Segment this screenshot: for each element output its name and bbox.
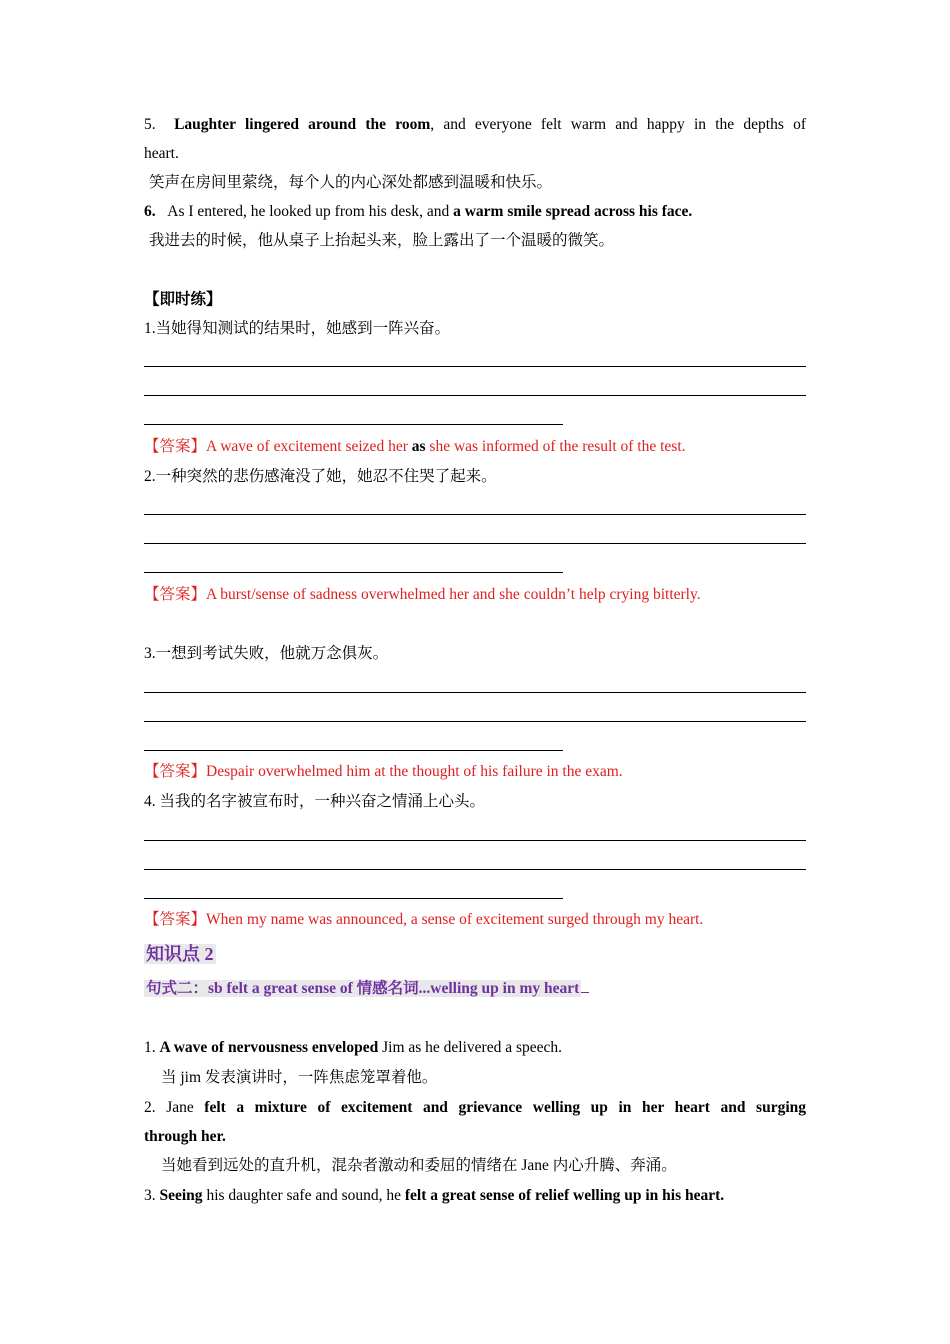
practice-answer-3	[144, 762, 806, 782]
knowledge-point-subtitle-row	[144, 979, 806, 999]
example-number: 5.	[144, 116, 156, 133]
bottom-example-3	[144, 1186, 806, 1206]
bottom-example-1-bold: A wave of nervousness enveloped	[159, 1039, 379, 1056]
practice-answer-2	[144, 585, 806, 605]
answer-blank-line	[144, 514, 806, 515]
example-6-translation: 我进去的时候，他从桌子上抬起头来，脸上露出了一个温暖的微笑。	[149, 232, 615, 249]
example-5-translation: 笑声在房间里萦绕，每个人的内心深处都感到温暖和快乐。	[149, 174, 553, 191]
example-5-line2: heart.	[144, 145, 179, 162]
answer-blank-line	[144, 750, 563, 751]
example-5-bold: Laughter lingered around the room	[174, 116, 431, 133]
answer-blank-line	[144, 692, 806, 693]
practice-prompt-3: 3.一想到考试失败，他就万念俱灰。	[144, 645, 389, 662]
answer-blank-line	[144, 424, 563, 425]
bottom-example-1-rest: Jim as he delivered a speech.	[378, 1039, 563, 1056]
example-5-rest: , and everyone felt warm and happy in the depths of	[430, 116, 806, 133]
answer-blank-line	[144, 366, 806, 367]
answer-text: Despair overwhelmed him at the thought of his failure in the exam.	[206, 763, 623, 780]
answer-blank-line	[144, 543, 806, 544]
example-6-plain: As I entered, he looked up from his desk, and	[167, 203, 454, 220]
practice-heading: 【即时练】	[144, 291, 222, 308]
bottom-example-3-mid: his daughter safe and sound, he	[202, 1187, 405, 1204]
answer-bold-word: as	[411, 438, 426, 455]
knowledge-point-title: 知识点 2	[146, 944, 214, 964]
practice-answer-4	[144, 910, 806, 930]
example-number: 1.	[144, 1039, 160, 1056]
answer-text: A wave of excitement seized her	[206, 438, 412, 455]
answer-blank-line	[144, 572, 563, 573]
example-number: 6.	[144, 203, 156, 220]
bottom-example-1-translation: 当 jim 发表演讲时，一阵焦虑笼罩着他。	[161, 1069, 438, 1086]
answer-blank-line	[144, 721, 806, 722]
example-number: 3.	[144, 1187, 160, 1204]
bottom-example-2-line1	[144, 1098, 806, 1118]
bottom-example-3-bold-end: felt a great sense of relief welling up in his heart.	[404, 1187, 725, 1204]
bottom-example-2-line2: through her.	[144, 1128, 226, 1145]
answer-tag: 【答案】	[144, 586, 207, 603]
subtitle-underline	[581, 992, 589, 993]
practice-answer-1	[144, 437, 806, 457]
answer-text: When my name was announced, a sense of excitement surged through my heart.	[206, 911, 704, 928]
answer-tag: 【答案】	[144, 438, 207, 455]
practice-prompt-4: 4. 当我的名字被宣布时，一种兴奋之情涌上心头。	[144, 793, 486, 810]
answer-blank-line	[144, 840, 806, 841]
practice-prompt-2: 2.一种突然的悲伤感淹没了她，她忍不住哭了起来。	[144, 468, 497, 485]
bottom-example-2-pre: 2. Jane	[144, 1099, 205, 1116]
bottom-example-3-bold-start: Seeing	[159, 1187, 203, 1204]
answer-blank-line	[144, 869, 806, 870]
answer-blank-line	[144, 898, 563, 899]
bottom-example-1	[144, 1038, 806, 1058]
answer-tag: 【答案】	[144, 763, 207, 780]
example-6	[144, 202, 806, 222]
answer-blank-line	[144, 395, 806, 396]
knowledge-point-title-row	[144, 942, 806, 968]
bottom-example-2-bold: felt a mixture of excitement and grievance welling up in her heart and surging	[204, 1099, 806, 1116]
answer-tag: 【答案】	[144, 911, 207, 928]
knowledge-point-subtitle: 句式二：sb felt a great sense of 情感名词...welling up in my heart	[146, 980, 580, 997]
answer-text: she was informed of the result of the test.	[425, 438, 686, 455]
example-6-bold: a warm smile spread across his face.	[453, 203, 693, 220]
practice-prompt-1: 1.当她得知测试的结果时，她感到一阵兴奋。	[144, 320, 451, 337]
bottom-example-2-translation: 当她看到远处的直升机，混杂者激动和委屈的情绪在 Jane 内心升腾、奔涌。	[161, 1157, 677, 1174]
example-5-line1	[144, 115, 806, 135]
answer-text: A burst/sense of sadness overwhelmed her and she couldn’t help crying bitterly.	[206, 586, 701, 603]
